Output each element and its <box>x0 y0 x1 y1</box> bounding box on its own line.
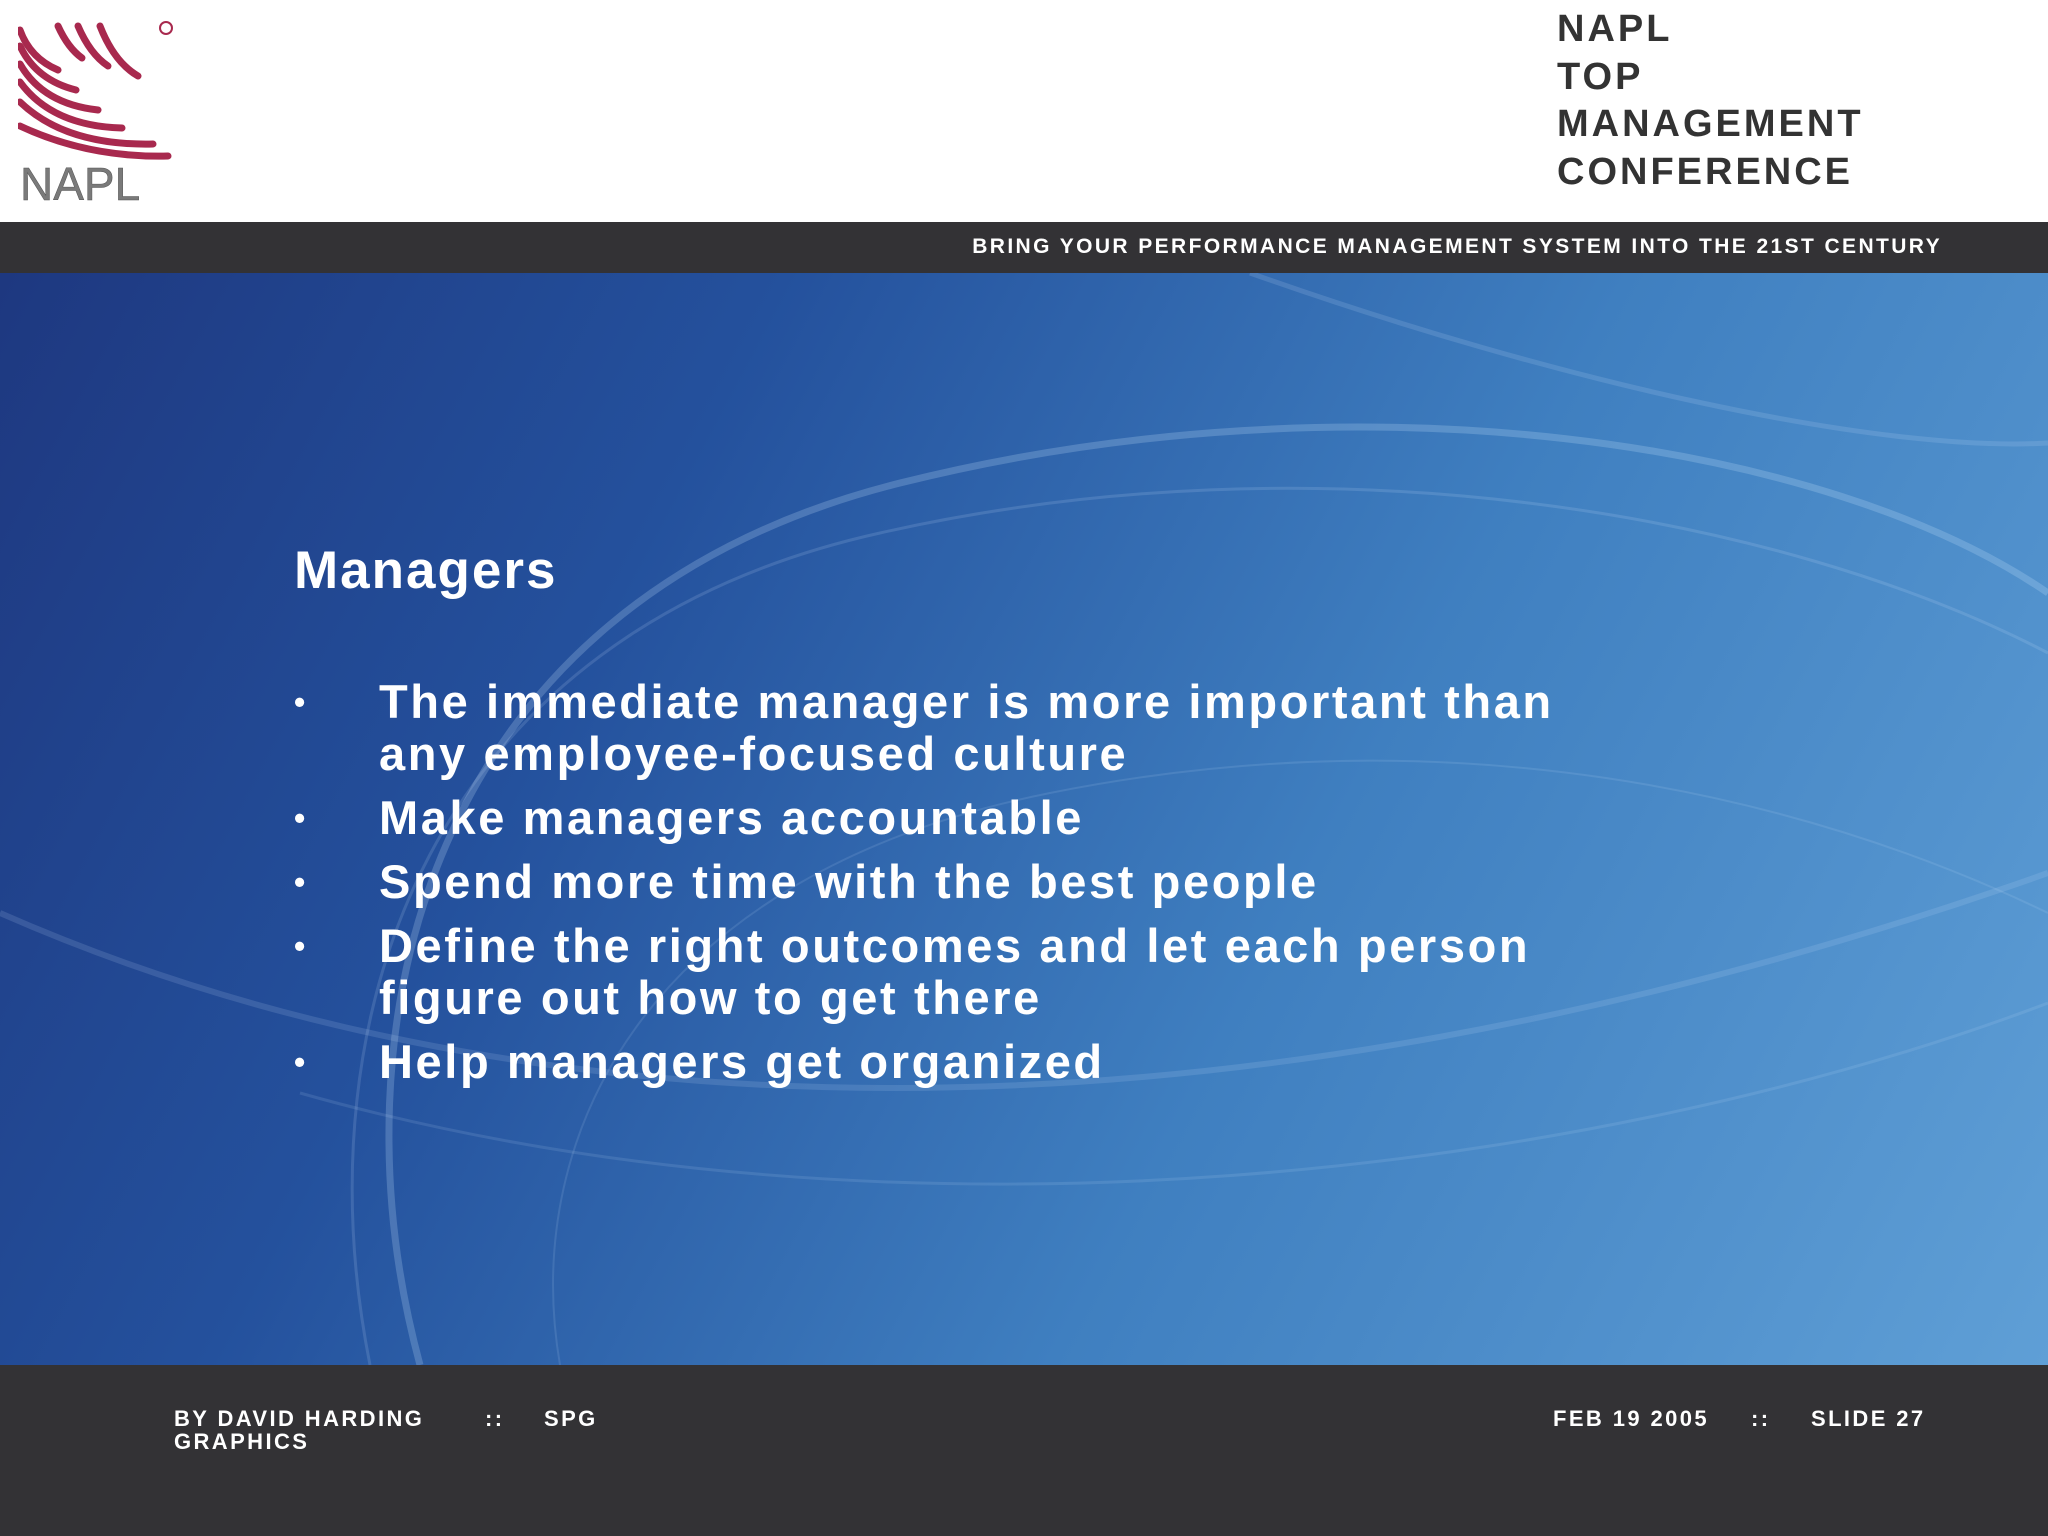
bullet-line: The immediate manager is more important than <box>379 675 1554 728</box>
bullet-dot: • <box>294 864 308 900</box>
logo-wordmark: NAPL <box>20 158 141 203</box>
header <box>0 0 2048 222</box>
slide-number: SLIDE 27 <box>1811 1406 1926 1431</box>
date-label: FEB 19 2005 <box>1553 1406 1710 1431</box>
bullet-dot: • <box>294 928 308 964</box>
conference-title <box>1557 6 1864 196</box>
bullet-line: Help managers get organized <box>379 1035 1105 1088</box>
bullet-dot: • <box>294 684 308 720</box>
bullet-item <box>294 792 1694 844</box>
conference-title-line: TOP <box>1557 55 1644 98</box>
bullet-list <box>294 676 1694 1100</box>
author-line: BY DAVID HARDING <box>174 1406 425 1431</box>
bullet-item <box>294 1036 1694 1088</box>
slide-title: Managers <box>294 541 558 600</box>
bullet-item <box>294 920 1694 1024</box>
conference-title-line: CONFERENCE <box>1557 150 1854 193</box>
bullet-item <box>294 856 1694 908</box>
org-label: SPG <box>544 1406 598 1431</box>
bullet-line: figure out how to get there <box>379 971 1042 1024</box>
presentation-subtitle: BRING YOUR PERFORMANCE MANAGEMENT SYSTEM INTO THE 21ST CENTURY <box>972 235 1942 258</box>
bullet-item <box>294 676 1694 780</box>
author-line: GRAPHICS <box>174 1429 310 1454</box>
footer-separator: :: <box>485 1406 505 1431</box>
bullet-line: Make managers accountable <box>379 791 1084 844</box>
bullet-line: Spend more time with the best people <box>379 855 1319 908</box>
bullet-line: any employee-focused culture <box>379 727 1129 780</box>
footer <box>0 1365 2048 1536</box>
slide-body <box>0 273 2048 1365</box>
bullet-dot: • <box>294 1044 308 1080</box>
napl-logo <box>18 18 178 203</box>
bullet-dot: • <box>294 800 308 836</box>
footer-separator: :: <box>1751 1406 1771 1431</box>
bullet-line: Define the right outcomes and let each person <box>379 919 1531 972</box>
conference-title-line: MANAGEMENT <box>1557 103 1864 145</box>
conference-title-line: NAPL <box>1557 8 1673 50</box>
